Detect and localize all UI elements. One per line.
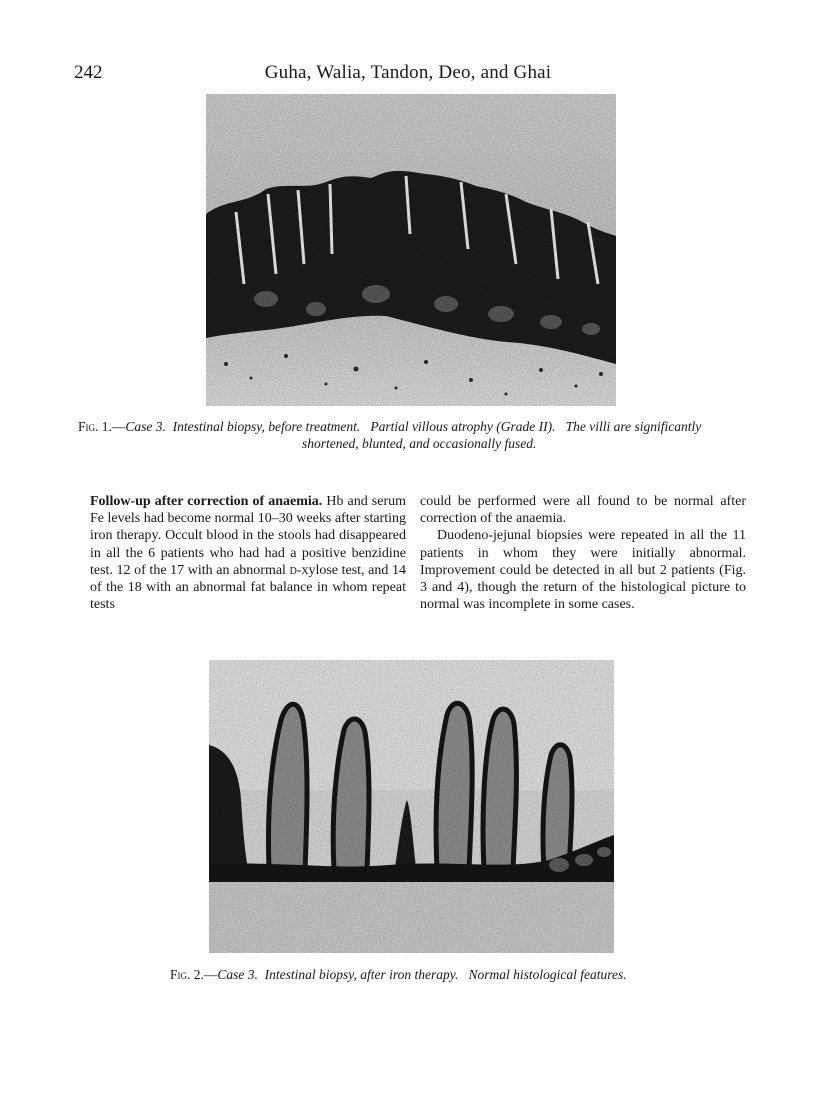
right-paragraph-2: Duodeno-jejunal biopsies were repeated in all the 11 patients in whom they were initially abnormal. Improvement could be detected in all but 2 patients (Fig. 3 and 4), though the return of the histological picture to normal was incomplete in some cases. (420, 528, 746, 613)
page-number: 242 (74, 62, 103, 83)
figure-1-image (206, 94, 616, 406)
figure-2-image (209, 660, 614, 953)
figure-2-caption-text: Intestinal biopsy, after iron therapy. Normal histological features. (264, 967, 627, 982)
figure-1-caption-text1: Intestinal biopsy, before treatment. Partial villous atrophy (Grade II). The villi are significantly (172, 419, 702, 434)
right-column (420, 493, 746, 613)
figure-2-caption (170, 966, 730, 983)
figure-2-micrograph (209, 660, 614, 953)
left-text-b: -xylose test, and 14 of the 18 with an abnormal fat balance in whom repeat tests (90, 562, 406, 613)
figure-2-case: Case 3. (217, 967, 258, 982)
figure-2-dash: — (203, 967, 218, 982)
right-paragraph-1: could be performed were all found to be normal after correction of the anaemia. (420, 494, 746, 527)
running-head-authors: Guha, Walia, Tandon, Deo, and Ghai (264, 62, 552, 83)
figure-2-label: Fig. 2. (170, 967, 204, 982)
left-column (90, 493, 406, 613)
d-letter: d (289, 562, 297, 578)
left-paragraph (90, 493, 406, 613)
figure-1-dash: — (111, 419, 126, 434)
figure-1-caption (78, 418, 750, 452)
figure-1-label: Fig. 1. (78, 419, 112, 434)
section-heading: Follow-up after correction of anaemia. (90, 494, 323, 509)
figure-1-caption-line2: shortened, blunted, and occasionally fused. (302, 436, 537, 451)
figure-1-micrograph (206, 94, 616, 406)
figure-1-caption-line1 (78, 418, 750, 435)
left-text-a: Hb and serum Fe levels had become normal 10–30 weeks after starting iron therapy. Occult blood in the stools had disappeared in all the 6 patients who had had a positive benzidine test. 12 of the 17 with an abnormal (90, 494, 406, 578)
figure-1-case: Case 3. (125, 419, 166, 434)
